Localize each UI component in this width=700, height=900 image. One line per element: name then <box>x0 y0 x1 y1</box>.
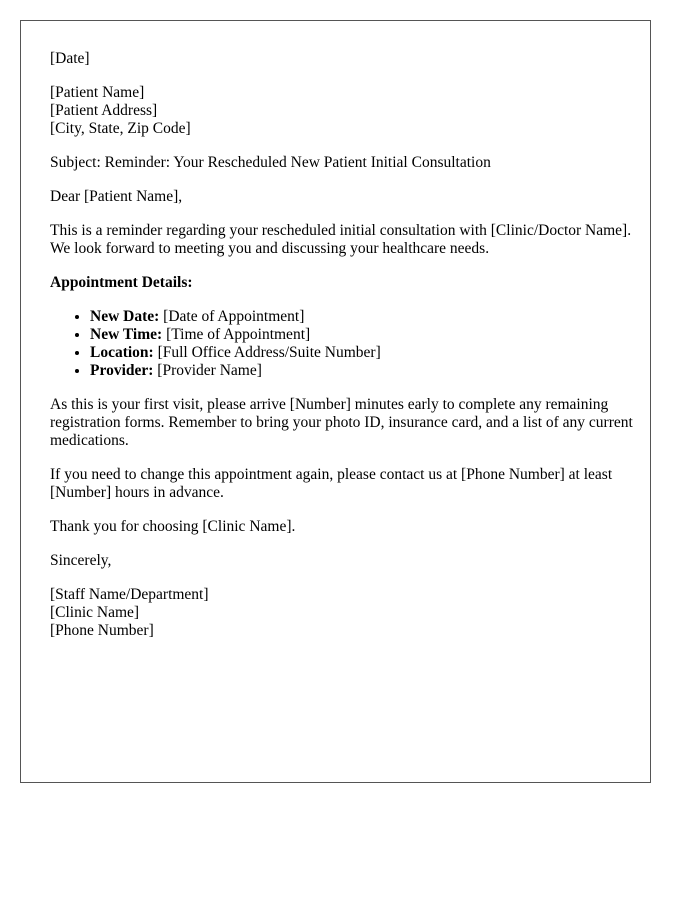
recipient-address-block <box>50 84 650 138</box>
recipient-name: [Patient Name] <box>50 84 145 101</box>
thanks-line: Thank you for choosing [Clinic Name]. <box>50 518 296 535</box>
change-note: If you need to change this appointment again, please contact us at [Phone Number] at least [Number] hours in advance. <box>50 466 613 501</box>
signature-clinic: [Clinic Name] <box>50 604 140 621</box>
letter-intro: This is a reminder regarding your rescheduled initial consultation with [Clinic/Doctor Name]. We look forward to meeting you and discussing your healthcare needs. <box>50 222 632 257</box>
first-visit-note: As this is your first visit, please arrive [Number] minutes early to complete any remaining registration forms. Remember to bring your photo ID, insurance card, and a list of any current medications. <box>50 396 633 449</box>
letter-greeting: Dear [Patient Name], <box>50 188 183 205</box>
letter-page <box>20 20 651 783</box>
detail-new-time <box>90 326 650 344</box>
detail-value: [Full Office Address/Suite Number] <box>157 344 381 361</box>
letter-subject: Subject: Reminder: Your Rescheduled New Patient Initial Consultation <box>50 154 491 171</box>
detail-label: New Date: <box>90 308 160 325</box>
recipient-city-state-zip: [City, State, Zip Code] <box>50 120 191 137</box>
detail-provider <box>90 362 650 380</box>
signature-staff: [Staff Name/Department] <box>50 586 209 603</box>
signature-block <box>50 586 650 640</box>
detail-value: [Time of Appointment] <box>166 326 311 343</box>
detail-location <box>90 344 650 362</box>
details-heading: Appointment Details: <box>50 274 193 291</box>
appointment-details-list <box>50 308 650 380</box>
detail-value: [Provider Name] <box>157 362 262 379</box>
detail-new-date <box>90 308 650 326</box>
detail-label: Provider: <box>90 362 154 379</box>
letter-date: [Date] <box>50 50 90 67</box>
recipient-address: [Patient Address] <box>50 102 158 119</box>
detail-label: Location: <box>90 344 154 361</box>
detail-label: New Time: <box>90 326 163 343</box>
closing-line: Sincerely, <box>50 552 112 569</box>
detail-value: [Date of Appointment] <box>163 308 305 325</box>
signature-phone: [Phone Number] <box>50 622 154 639</box>
